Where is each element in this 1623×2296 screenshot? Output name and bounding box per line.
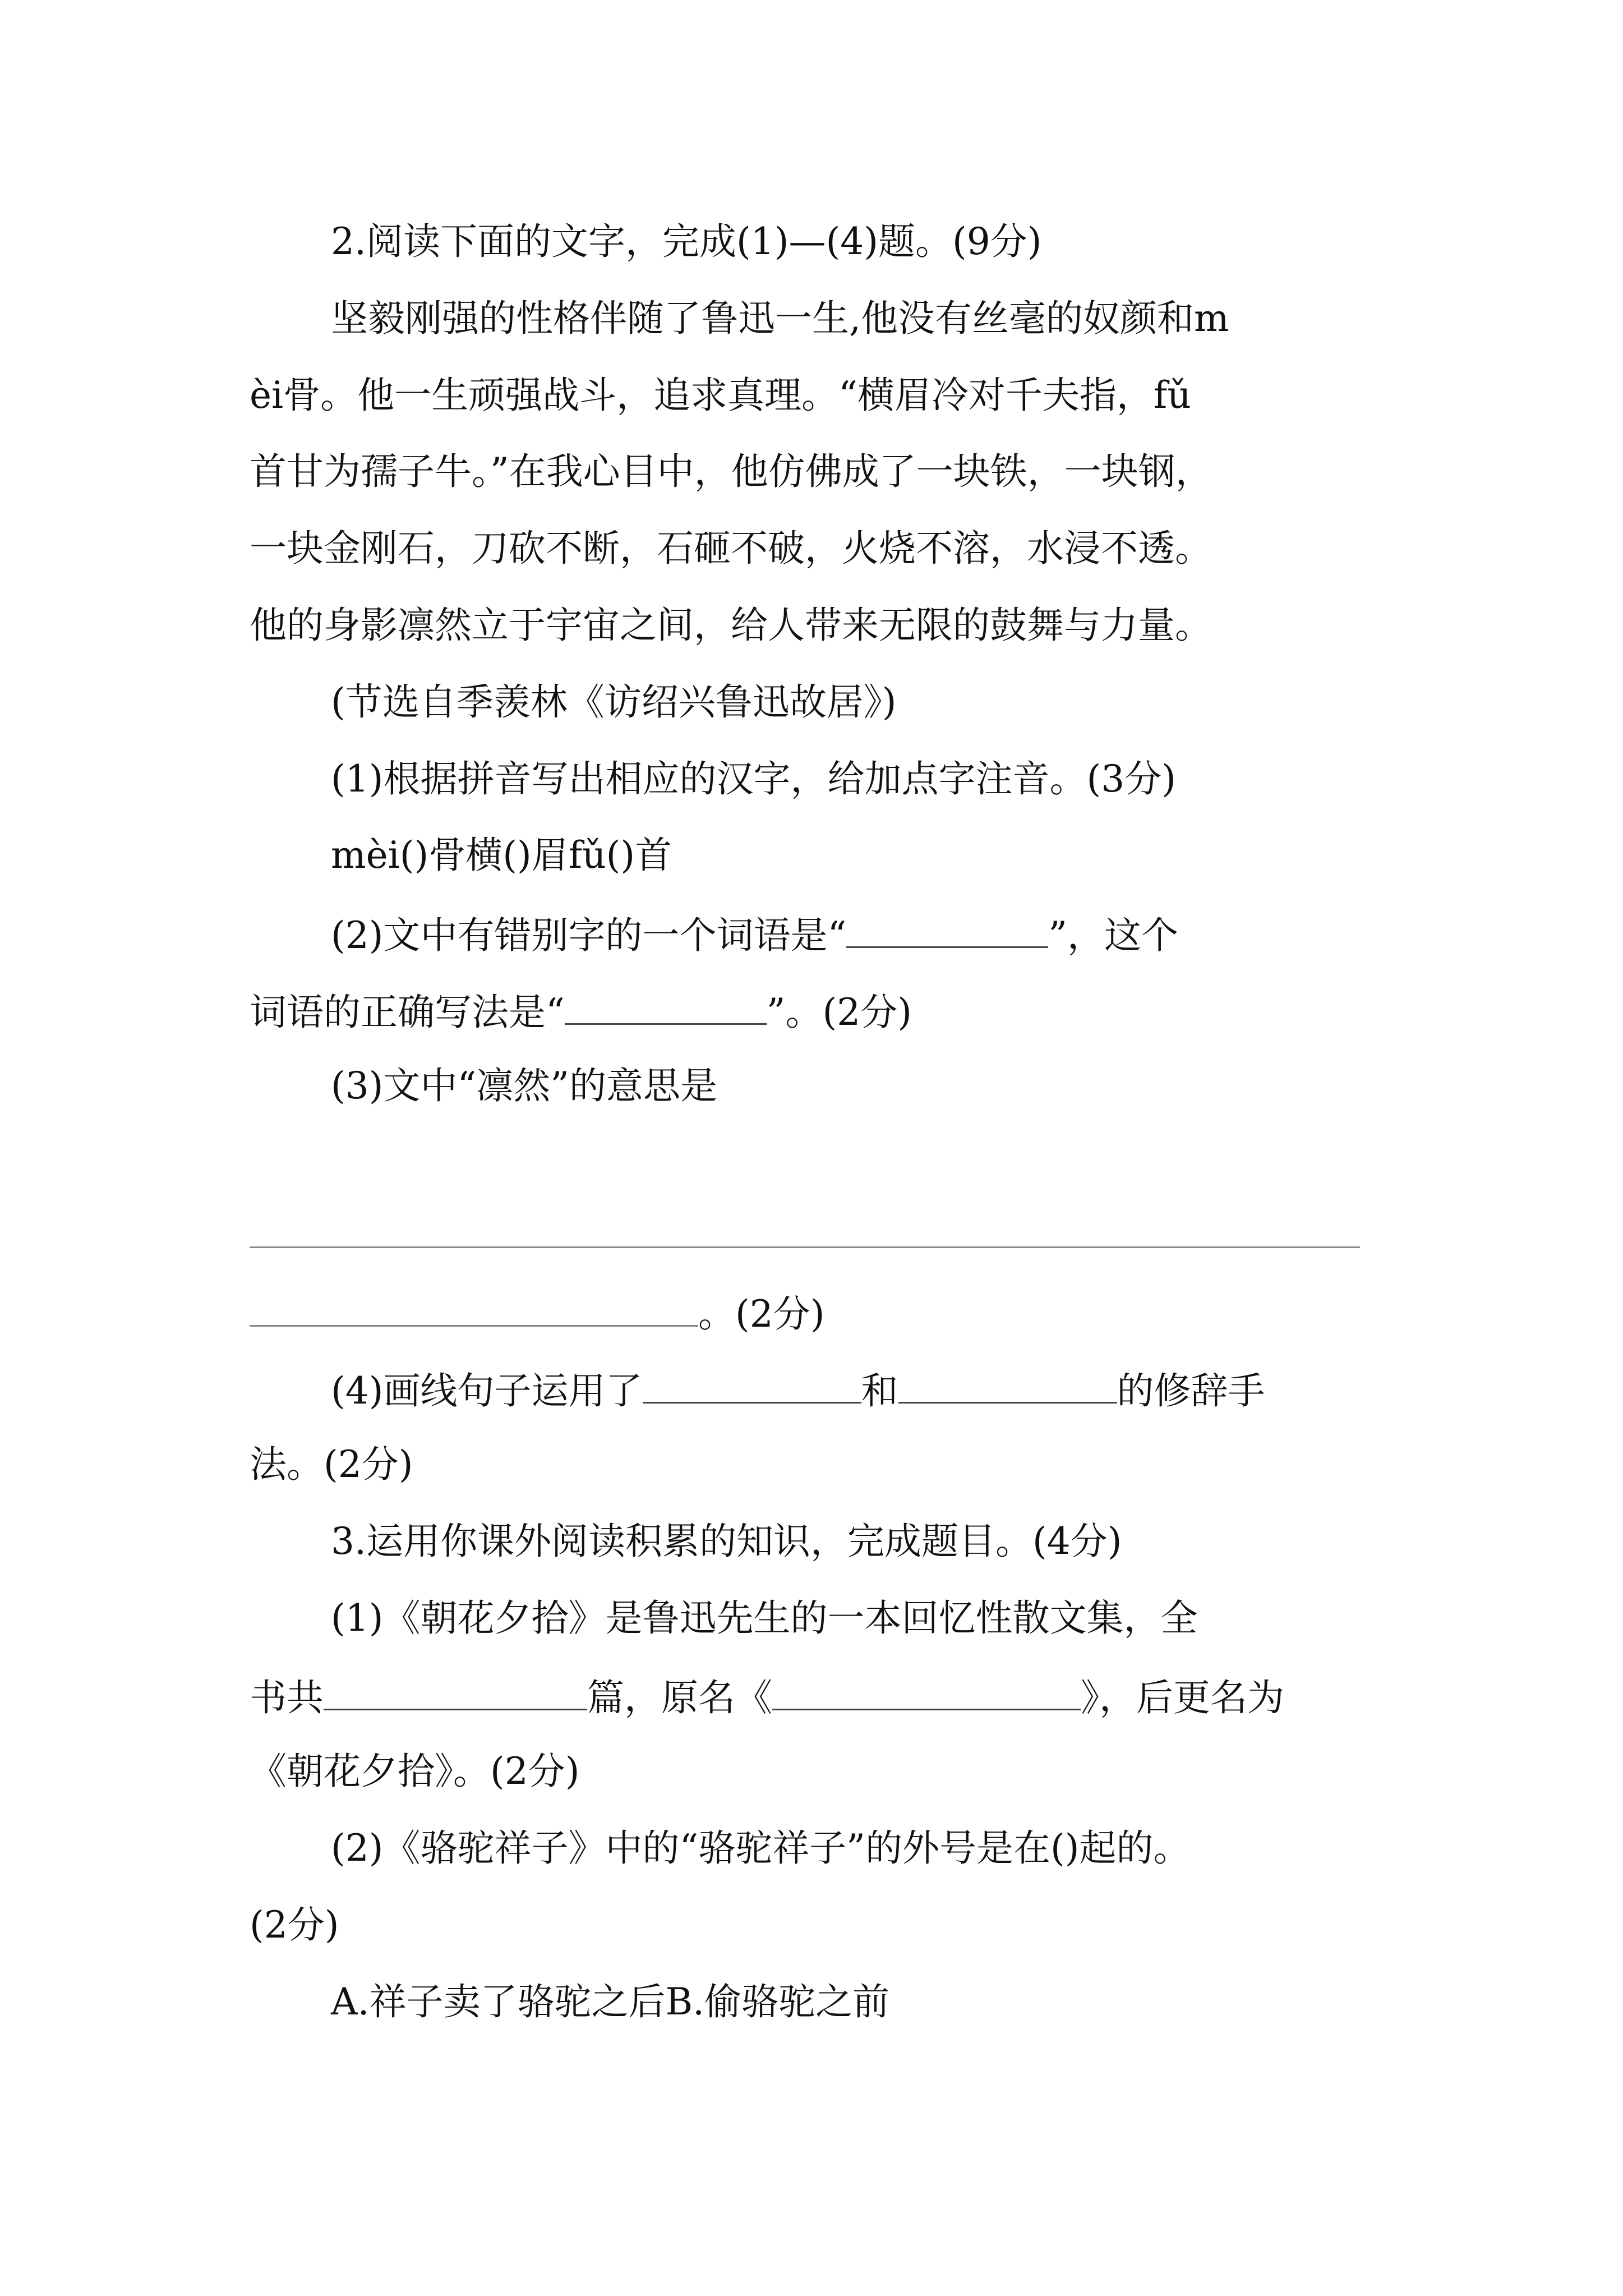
q2-passage-line-4: 一块金刚石，刀砍不断，石砸不破，火烧不溶，水浸不透。 xyxy=(250,527,1212,570)
q2-sub3-answer-blank[interactable] xyxy=(250,1292,698,1327)
q2-heading: 2.阅读下面的文字，完成(1)—(4)题。(9分) xyxy=(331,220,1042,263)
q2-sub1-items: mèi()骨横()眉fǔ()首 xyxy=(331,834,672,877)
q2-sub2-answer-blank-1[interactable] xyxy=(846,914,1048,948)
q2-sub2-line-1 xyxy=(331,914,1178,957)
q2-sub3-answer-line[interactable] xyxy=(250,1246,1360,1248)
q2-sub4-answer-blank-1[interactable] xyxy=(643,1369,861,1404)
q3-sub1-answer-blank-1[interactable] xyxy=(324,1676,587,1710)
q2-sub2-answer-blank-2[interactable] xyxy=(565,991,767,1025)
q2-passage-line-5: 他的身影凛然立于宇宙之间，给人带来无限的鼓舞与力量。 xyxy=(250,604,1212,647)
q2-sub4-text-b: 和 xyxy=(861,1369,898,1412)
q2-sub4-text-a: (4)画线句子运用了 xyxy=(331,1369,643,1412)
q3-sub1-text-b: 篇，原名《 xyxy=(587,1676,772,1719)
q2-sub2-text-d: ”。(2分) xyxy=(766,991,912,1034)
q3-sub1-line-1: (1)《朝花夕拾》是鲁迅先生的一本回忆性散文集，全 xyxy=(331,1596,1198,1640)
q3-sub2-line-2: (2分) xyxy=(250,1903,339,1947)
q2-passage-line-3: 首甘为孺子牛。”在我心目中，他仿佛成了一块铁，一块钢， xyxy=(250,450,1212,493)
q3-sub1-text-a: 书共 xyxy=(250,1676,324,1719)
q3-sub2-line-1: (2)《骆驼祥子》中的“骆驼祥子”的外号是在()起的。 xyxy=(331,1826,1191,1870)
q3-sub1-line-2 xyxy=(250,1676,1284,1717)
q2-source: (节选自季羡林《访绍兴鲁迅故居》) xyxy=(331,680,897,724)
q2-passage-line-2: èi骨。他一生顽强战斗，追求真理。“横眉冷对千夫指，fǔ xyxy=(250,374,1191,417)
q2-sub4-line-1 xyxy=(331,1369,1265,1410)
q2-sub4-answer-blank-2[interactable] xyxy=(898,1369,1117,1404)
q2-passage-line-1: 坚毅刚强的性格伴随了鲁迅一生,他没有丝毫的奴颜和m xyxy=(331,297,1229,340)
q2-sub3-line-2 xyxy=(250,1292,825,1336)
q2-sub2-line-2 xyxy=(250,991,912,1034)
q2-sub3-tail: 。(2分) xyxy=(698,1292,825,1336)
q2-sub1-question: (1)根据拼音写出相应的汉字，给加点字注音。(3分) xyxy=(331,757,1176,800)
q3-sub1-answer-blank-2[interactable] xyxy=(772,1676,1081,1710)
q2-sub2-text-c: 词语的正确写法是“ xyxy=(250,991,565,1034)
q2-sub2-text-b: ”，这个 xyxy=(1048,914,1178,957)
q3-sub1-text-c: 》，后更名为 xyxy=(1081,1676,1284,1719)
q2-sub4-line-2: 法。(2分) xyxy=(250,1443,413,1486)
q3-sub1-line-3: 《朝花夕拾》。(2分) xyxy=(250,1750,580,1793)
q3-sub2-options: A.祥子卖了骆驼之后B.偷骆驼之前 xyxy=(331,1980,890,2023)
q3-heading: 3.运用你课外阅读积累的知识，完成题目。(4分) xyxy=(331,1520,1122,1563)
q2-sub3-question: (3)文中“凛然”的意思是 xyxy=(331,1064,717,1107)
q2-sub4-text-c: 的修辞手 xyxy=(1117,1369,1265,1412)
q2-sub2-text-a: (2)文中有错别字的一个词语是“ xyxy=(331,914,847,957)
